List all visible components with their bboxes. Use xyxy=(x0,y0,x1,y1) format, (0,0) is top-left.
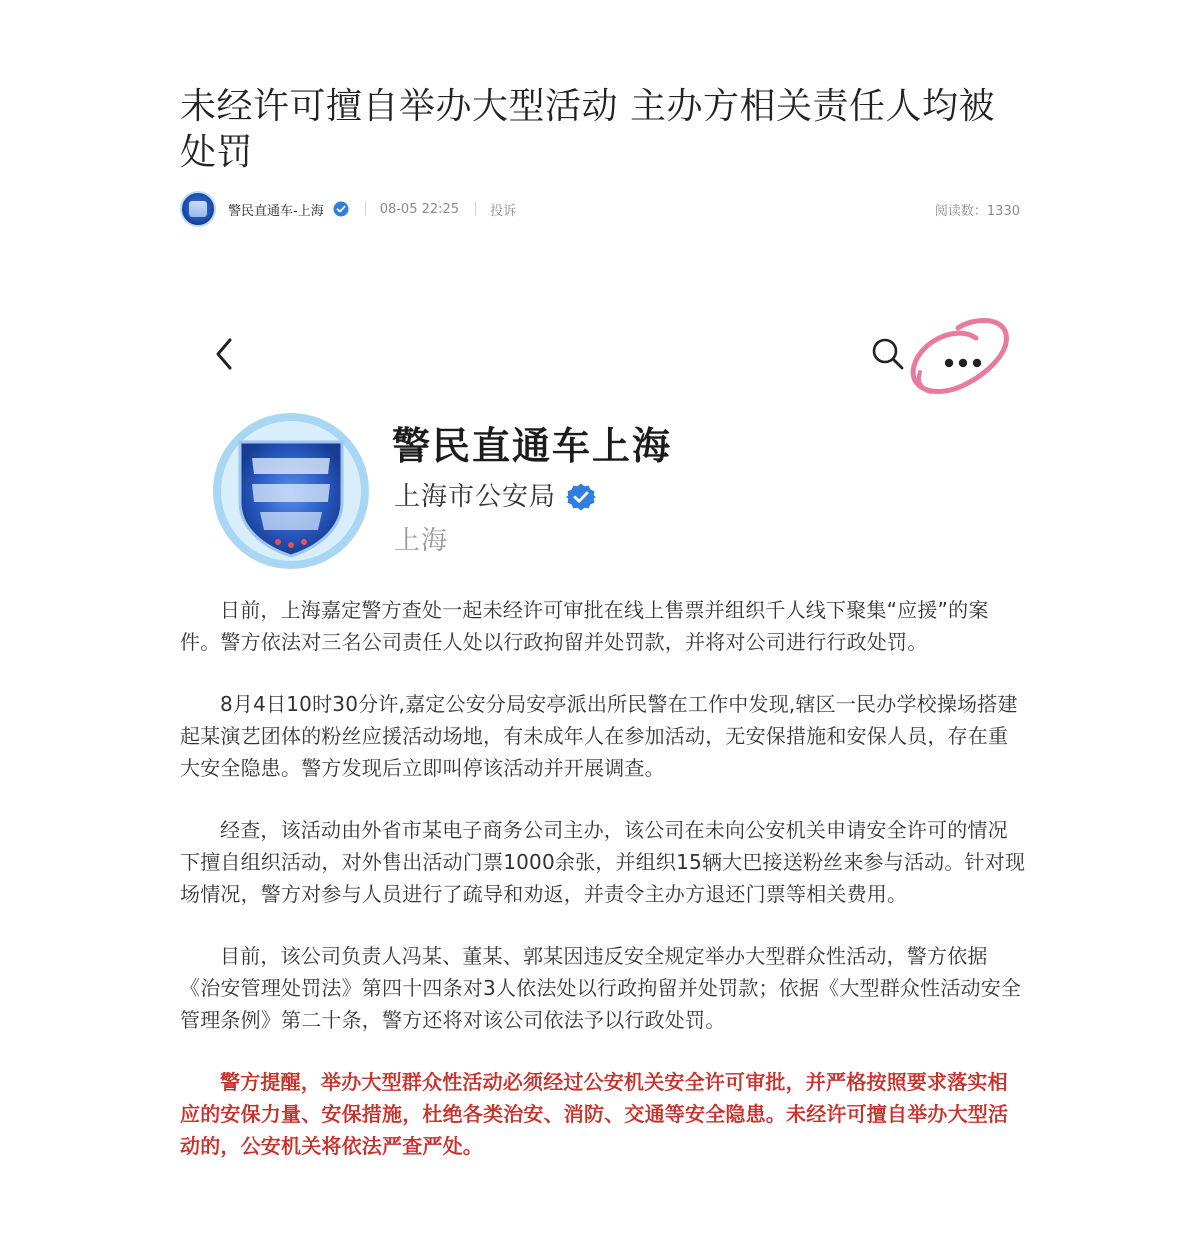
report-link[interactable]: 投诉 xyxy=(490,203,517,219)
meta-divider xyxy=(475,202,476,216)
body-paragraph: 8月4日10时30分许,嘉定公安分局安亭派出所民警在工作中发现,辖区一民办学校操场搭建起某演艺团体的粉丝应援活动场地，有未成年人在参加活动，无安保措施和安保人员，存在重大安全隐患。警方发现后立即叫停该活动并开展调查。 xyxy=(180,692,1018,780)
verified-icon xyxy=(333,201,349,217)
search-icon xyxy=(870,336,906,372)
more-icon xyxy=(906,310,1016,400)
verified-icon xyxy=(566,482,596,512)
article-title: 未经许可擅自举办大型活动 主办方相关责任人均被处罚 xyxy=(180,86,995,173)
author-avatar[interactable] xyxy=(180,191,216,227)
back-arrow-icon xyxy=(210,334,240,374)
meta-divider xyxy=(365,202,366,216)
read-count: 阅读数：1330 xyxy=(934,203,1020,219)
profile-location: 上海 xyxy=(394,526,449,556)
profile-avatar xyxy=(212,412,370,570)
profile-org-row xyxy=(394,480,596,514)
body-paragraph: 经查，该活动由外省市某电子商务公司主办，该公司在未向公安机关申请安全许可的情况下擅自组织活动，对外售出活动门票1000余张，并组织15辆大巴接送粉丝来参与活动。针对现场情况，警方对参与人员进行了疏导和劝返，并责令主办方退还门票等相关费用。 xyxy=(180,818,1026,906)
author-name[interactable]: 警民直通车-上海 xyxy=(228,203,324,219)
publish-time: 08-05 22:25 xyxy=(379,201,460,217)
profile-org: 上海市公安局 xyxy=(394,482,557,512)
body-paragraph: 日前，上海嘉定警方查处一起未经许可审批在线上售票并组织千人线下聚集“应援”的案件。警方依法对三名公司责任人处以行政拘留并处罚款，并将对公司进行行政处罚。 xyxy=(180,598,989,654)
article-meta xyxy=(180,190,1020,228)
article-body xyxy=(180,594,1026,1192)
body-paragraph: 目前，该公司负责人冯某、董某、郭某因违反安全规定举办大型群众性活动，警方依据《治安管理处罚法》第四十四条对3人依法处以行政拘留并处罚款；依据《大型群众性活动安全管理条例》第二十条，警方还将对该公司依法予以行政处罚。 xyxy=(180,944,1022,1032)
profile-name: 警民直通车上海 xyxy=(392,424,673,468)
embedded-profile-screenshot xyxy=(180,300,1020,590)
warning-paragraph: 警方提醒，举办大型群众性活动必须经过公安机关安全许可审批，并严格按照要求落实相应的安保力量、安保措施，杜绝各类治安、消防、交通等安全隐患。未经许可擅自举办大型活动的，公安机关将依法严查严处。 xyxy=(180,1070,1009,1158)
